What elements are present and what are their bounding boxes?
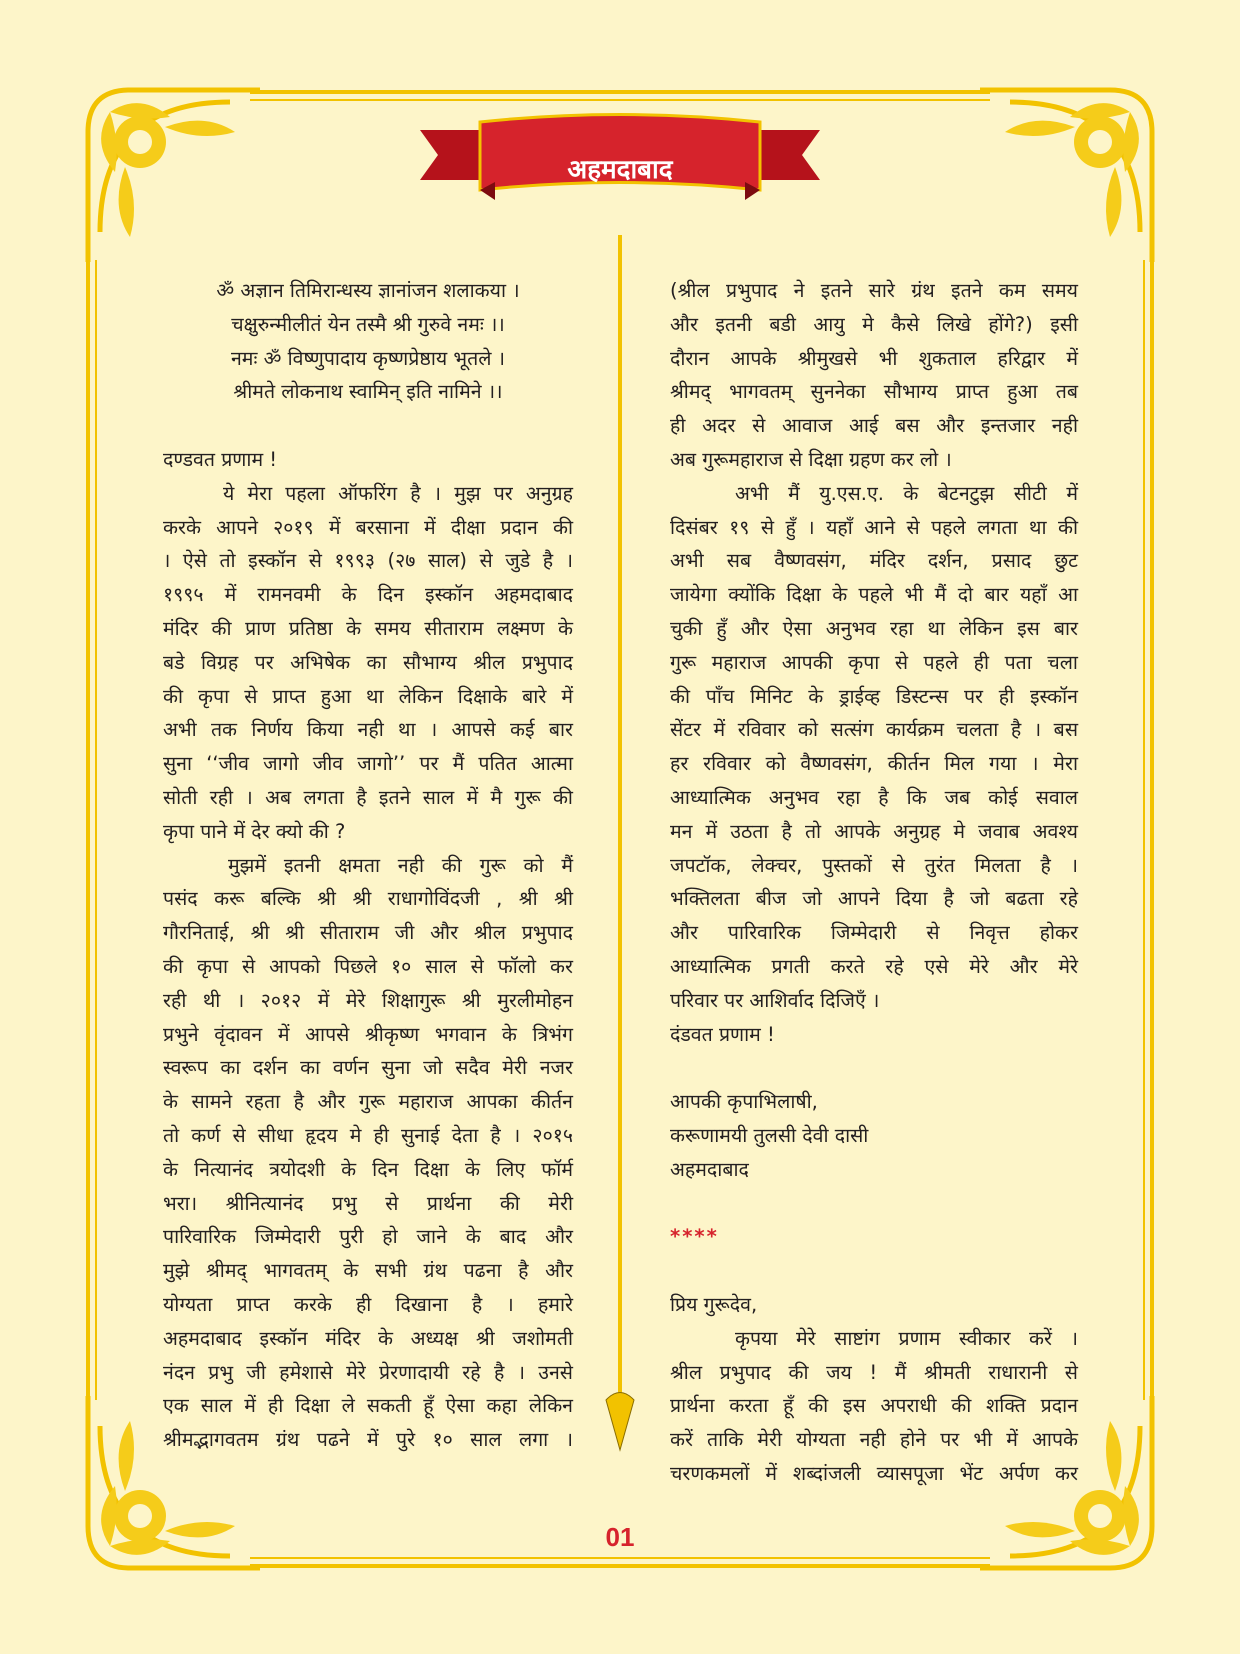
body-line: दौरान आपके श्रीमुखसे भी शुकताल हरिद्वार में (670, 346, 1078, 370)
divider-drop-icon (606, 1393, 634, 1451)
column-divider (600, 235, 640, 1455)
body-line: कृपा पाने में देर क्यो की ? (163, 819, 346, 843)
page-title: अहमदाबाद (567, 155, 673, 185)
body-line: प्रार्थना करता हूँ की इस अपराधी की शक्ति प्रदान (670, 1394, 1078, 1418)
body-line: के सामने रहता है और गुरू महाराज आपका कीर्तन (163, 1090, 573, 1114)
body-line: अभी सब वैष्णवसंग, मंदिर दर्शन, प्रसाद छुट (670, 549, 1078, 573)
body-line: ही अदर से आवाज आई बस और इन्तजार नही (670, 414, 1078, 438)
body-line: १९९५ में रामनवमी के दिन इस्कॉन अहमदाबाद (163, 583, 573, 607)
body-line: । ऐसे तो इस्कॉन से १९९३ (२७ साल) से जुडे है । (163, 549, 573, 573)
body-line: चुकी हुँ और ऐसा अनुभव रहा था लेकिन इस बार (670, 616, 1078, 640)
body-line: मुझे श्रीमद् भागवतम् के सभी ग्रंथ पढना है और (163, 1259, 573, 1283)
body-line: करके आपने २०१९ में बरसाना में दीक्षा प्रदान की (163, 515, 573, 539)
body-line: श्रीमद् भागवतम् सुननेका सौभाग्य प्राप्त हुआ तब (670, 380, 1078, 404)
body-line: गुरू महाराज आपकी कृपा से पहले ही पता चला (670, 650, 1078, 674)
body-line: मंदिर की प्राण प्रतिष्ठा के समय सीताराम लक्ष्मण के (163, 616, 573, 640)
body-line: आध्यात्मिक अनुभव रहा है कि जब कोई सवाल (670, 785, 1078, 809)
body-line: रही थी । २०१२ में मेरे शिक्षागुरू श्री मुरलीमोहन (163, 988, 573, 1012)
greeting: दण्डवत प्रणाम ! (163, 447, 278, 471)
body-line: आध्यात्मिक प्रगती करते रहे एसे मेरे और मेरे (670, 954, 1078, 978)
body-line: और पारिवारिक जिम्मेदारी से निवृत्त होकर (670, 921, 1078, 945)
body-line: एक साल में ही दिक्षा ले सकती हूँ ऐसा कहा लेकिन (163, 1394, 573, 1418)
body-line: ये मेरा पहला ऑफरिंग है । मुझ पर अनुग्रह (223, 481, 573, 505)
body-line: जपटॉक, लेक्चर, पुस्तकों से तुरंत मिलता है । (670, 853, 1078, 877)
body-line: भक्तिलता बीज जो आपने दिया है जो बढता रहे (670, 887, 1078, 911)
body-line: अभी तक निर्णय किया नही था । आपसे कई बार (163, 718, 573, 742)
body-line: सुना ‘‘जीव जागो जीव जागो’’ पर मैं पतित आत्मा (163, 752, 573, 776)
body-line: भरा। श्रीनित्यानंद प्रभु से प्रार्थना की मेरी (163, 1191, 573, 1215)
body-line: सेंटर में रविवार को सत्संग कार्यक्रम चलता है । बस (670, 718, 1078, 742)
left-column (163, 274, 573, 1457)
body-line: तो कर्ण से सीधा हृदय मे ही सुनाई देता है । २०१५ (163, 1123, 573, 1147)
body-line: स्वरूप का दर्शन का वर्णन सुना जो सदैव मेरी नजर (163, 1056, 573, 1080)
body-line: मुझमें इतनी क्षमता नही की गुरू को मैं (228, 853, 573, 877)
body-line: सोती रही । अब लगता है इतने साल में मै गुरू की (163, 785, 573, 809)
shloka-line: चक्षुरुन्मीलीतं येन तस्मै श्री गुरुवे नमः ।। (231, 312, 505, 336)
body-line: करें ताकि मेरी योग्यता नही होने पर भी में आपके (670, 1428, 1078, 1452)
body-line: बडे विग्रह पर अभिषेक का सौभाग्य श्रील प्रभुपाद (163, 650, 573, 674)
signature-line: करूणामयी तुलसी देवी दासी (670, 1123, 869, 1147)
body-line: योग्यता प्राप्त करके ही दिखाना है । हमारे (163, 1292, 573, 1316)
body-line: नंदन प्रभु जी हमेशासे मेरे प्रेरणादायी रहे है । उनसे (163, 1360, 573, 1384)
body-line: और इतनी बडी आयु मे कैसे लिखे होंगे?) इसी (670, 312, 1078, 336)
body-line: परिवार पर आशिर्वाद दिजिएँ । (670, 988, 880, 1012)
signature-line: आपकी कृपाभिलाषी, (670, 1090, 818, 1114)
body-line: पसंद करू बल्कि श्री श्री राधागोविंदजी , श्री श्री (163, 887, 573, 911)
shloka-line: ॐ अज्ञान तिमिरान्धस्य ज्ञानांजन शलाकया । (216, 279, 520, 302)
corner-floral-ornament-icon (970, 72, 1170, 272)
body-line: की कृपा से प्राप्त हुआ था लेकिन दिक्षाके बारे में (163, 684, 573, 708)
body-line: श्रीमद्भागवतम ग्रंथ पढने में पुरे १० साल लगा । (163, 1428, 573, 1452)
body-line: कृपया मेरे साष्टांग प्रणाम स्वीकार करें । (735, 1326, 1078, 1350)
body-line: मन में उठता है तो आपके अनुग्रह मे जवाब अवश्य (670, 819, 1078, 843)
body-line: हर रविवार को वैष्णवसंग, कीर्तन मिल गया । मेरा (670, 752, 1078, 776)
closing-line: दंडवत प्रणाम ! (670, 1022, 775, 1046)
body-line: की कृपा से आपको पिछले १० साल से फॉलो कर (163, 954, 573, 978)
body-line: के नित्यानंद त्रयोदशी के दिन दिक्षा के लिए फॉर्म (163, 1157, 573, 1181)
body-line: दिसंबर १९ से हुँ । यहाँ आने से पहले लगता था की (670, 515, 1078, 539)
section-separator: **** (670, 1225, 719, 1249)
body-line: चरणकमलों में शब्दांजली व्यासपूजा भेंट अर्पण कर (670, 1461, 1078, 1485)
shloka-line: नमः ॐ विष्णुपादाय कृष्णप्रेष्ठाय भूतले । (230, 346, 506, 370)
body-line: पारिवारिक जिम्मेदारी पुरी हो जाने के बाद और (163, 1225, 573, 1249)
body-line: अहमदाबाद इस्कॉन मंदिर के अध्यक्ष श्री जशोमती (163, 1326, 573, 1350)
page-number: 01 (605, 1522, 635, 1552)
body-line: अब गुरूमहाराज से दिक्षा ग्रहण कर लो । (670, 447, 952, 471)
body-line: गौरनिताई, श्री श्री सीताराम जी और श्रील प्रभुपाद (163, 921, 573, 945)
body-line: (श्रील प्रभुपाद ने इतने सारे ग्रंथ इतने कम समय (670, 279, 1078, 302)
body-line: जायेगा क्योंकि दिक्षा के पहले भी मैं दो बार यहाँ आ (670, 583, 1078, 607)
shloka-line: श्रीमते लोकनाथ स्वामिन् इति नामिने ।। (233, 380, 503, 404)
corner-floral-ornament-icon (70, 72, 270, 272)
body-line: प्रभुने वृंदावन में आपसे श्रीकृष्ण भगवान के त्रिभंग (163, 1022, 573, 1046)
body-line: अभी मैं यु.एस.ए. के बेटनटुझ सीटी में (735, 481, 1078, 505)
body-line: श्रील प्रभुपाद की जय ! मैं श्रीमती राधारानी से (670, 1360, 1078, 1384)
body-line: की पाँच मिनिट के ड्राईव्ह डिस्टन्स पर ही इस्कॉन (670, 684, 1078, 708)
signature-line: अहमदाबाद (670, 1157, 749, 1181)
salutation: प्रिय गुरूदेव, (670, 1292, 758, 1316)
right-column (670, 274, 1078, 1491)
